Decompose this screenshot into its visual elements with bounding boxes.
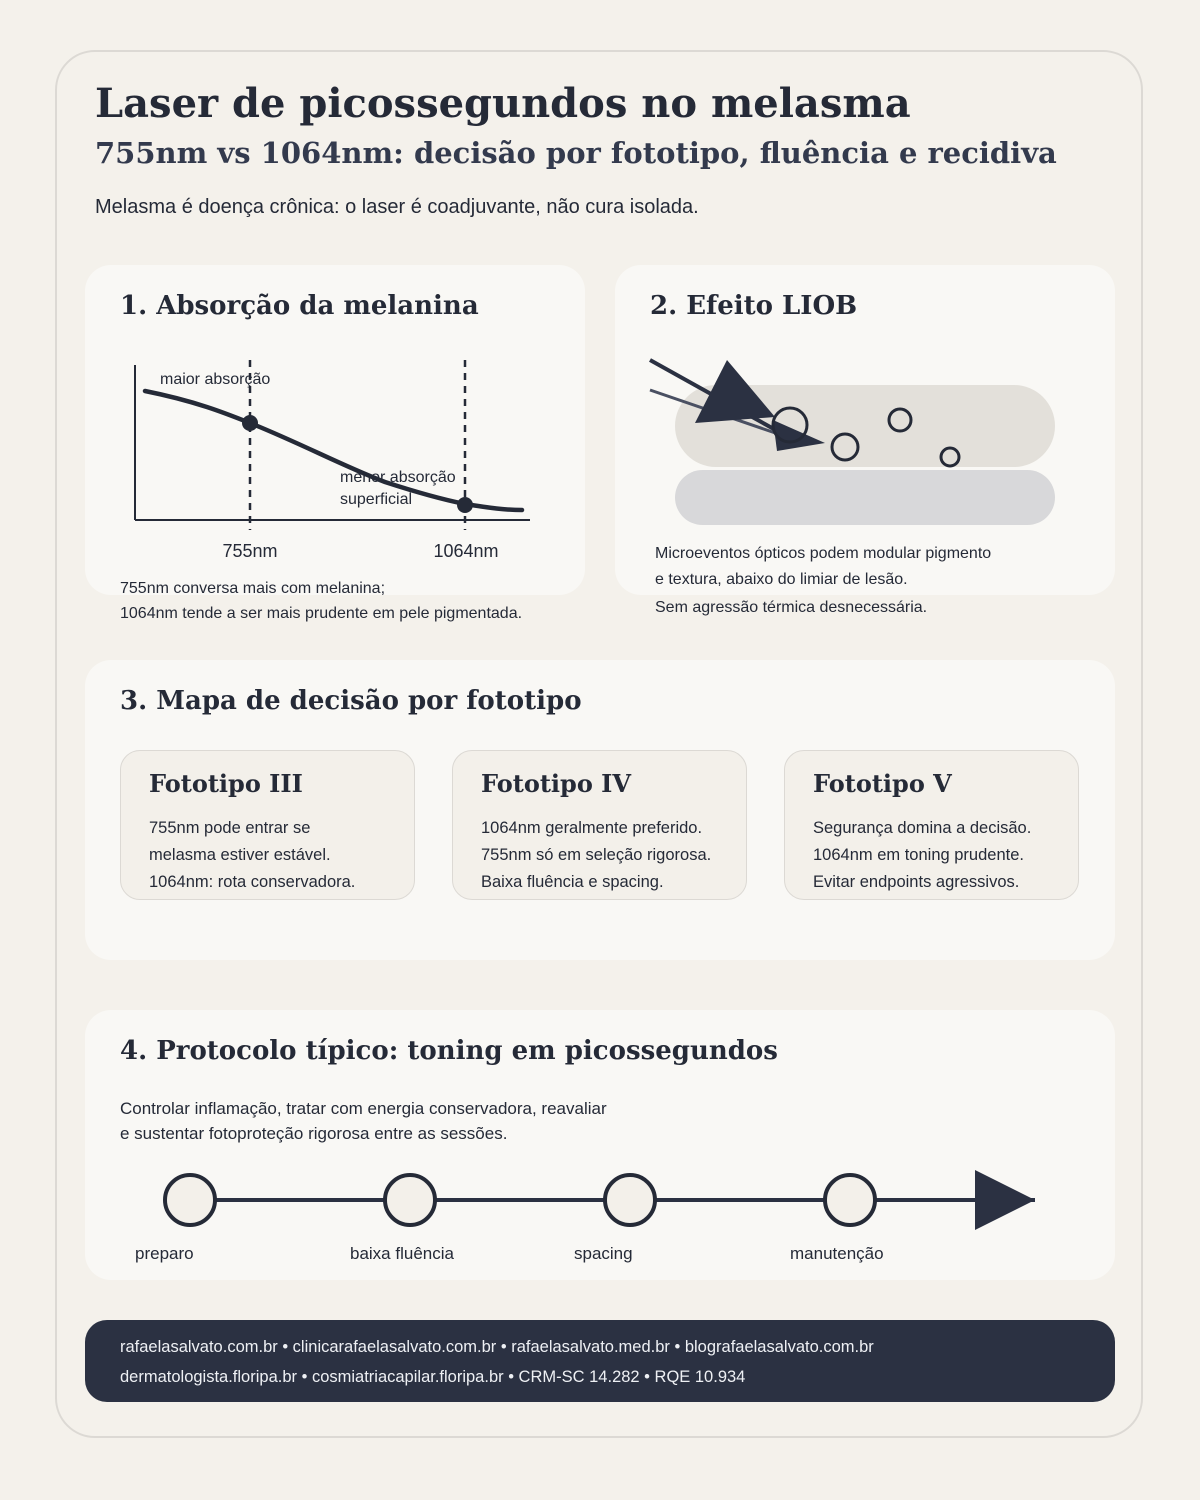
fototipo-iii-title: Fototipo III bbox=[149, 769, 303, 798]
decision-heading: 3. Mapa de decisão por fototipo bbox=[120, 686, 582, 716]
protocol-heading: 4. Protocolo típico: toning em picossegundos bbox=[120, 1036, 778, 1066]
footer-bar bbox=[85, 1320, 1115, 1402]
fototipo-iv-line: 1064nm geralmente preferido. bbox=[481, 819, 703, 837]
fototipo-v-line: Segurança domina a decisão. bbox=[813, 819, 1032, 837]
absorption-caption-2: 1064nm tende a ser mais prudente em pele pigmentada. bbox=[120, 605, 523, 622]
footer-links-line-2: dermatologista.floripa.br • cosmiatriacapilar.floripa.br • CRM-SC 14.282 • RQE 10.934 bbox=[120, 1368, 746, 1386]
liob-caption-3: Sem agressão térmica desnecessária. bbox=[655, 599, 928, 616]
protocol-text-2: e sustentar fotoproteção rigorosa entre as sessões. bbox=[120, 1124, 508, 1143]
fototipo-iv-line: Baixa fluência e spacing. bbox=[481, 873, 664, 891]
timeline-step-preparo bbox=[165, 1175, 215, 1225]
liob-diagram bbox=[615, 345, 1115, 535]
protocol-text-1: Controlar inflamação, tratar com energia conservadora, reavaliar bbox=[120, 1099, 607, 1118]
timeline-label-preparo: preparo bbox=[135, 1244, 194, 1263]
high-absorption-label: maior absorção bbox=[160, 371, 271, 388]
tick-label-755: 755nm bbox=[222, 541, 278, 561]
fototipo-iv-line: 755nm só em seleção rigorosa. bbox=[481, 846, 712, 864]
intro-text: Melasma é doença crônica: o laser é coadjuvante, não cura isolada. bbox=[95, 196, 699, 218]
fototipo-v-title: Fototipo V bbox=[813, 769, 952, 798]
fototipo-iv-card bbox=[452, 750, 747, 900]
fototipo-iii-line: melasma estiver estável. bbox=[149, 846, 331, 864]
page-title: Laser de picossegundos no melasma bbox=[95, 80, 911, 127]
liob-caption-1: Microeventos ópticos podem modular pigmento bbox=[655, 545, 992, 562]
timeline-step-spacing bbox=[605, 1175, 655, 1225]
page-subtitle: 755nm vs 1064nm: decisão por fototipo, fluência e recidiva bbox=[95, 136, 1057, 170]
fototipo-v-card bbox=[784, 750, 1079, 900]
timeline-arrow-head bbox=[975, 1170, 1035, 1230]
fototipo-v-line: Evitar endpoints agressivos. bbox=[813, 873, 1020, 891]
low-absorption-label-2: superficial bbox=[340, 491, 413, 508]
absorption-card bbox=[85, 265, 585, 595]
timeline-step-manutencao bbox=[825, 1175, 875, 1225]
point-755 bbox=[242, 415, 258, 431]
liob-heading: 2. Efeito LIOB bbox=[650, 291, 858, 321]
absorption-caption-1: 755nm conversa mais com melanina; bbox=[120, 580, 386, 597]
timeline-label-manutencao: manutenção bbox=[790, 1244, 884, 1263]
protocol-card bbox=[85, 1010, 1115, 1280]
timeline-label-spacing: spacing bbox=[574, 1244, 633, 1263]
fototipo-iii-line: 1064nm: rota conservadora. bbox=[149, 873, 356, 891]
fototipo-iii-card bbox=[120, 750, 415, 900]
fototipo-v-line: 1064nm em toning prudente. bbox=[813, 846, 1024, 864]
absorption-heading: 1. Absorção da melanina bbox=[120, 291, 479, 321]
tick-label-1064: 1064nm bbox=[433, 541, 499, 561]
absorption-curve-diagram bbox=[85, 345, 585, 575]
fototipo-iii-line: 755nm pode entrar se bbox=[149, 819, 311, 837]
timeline-label-baixa-fluencia: baixa fluência bbox=[350, 1244, 454, 1263]
decision-card bbox=[85, 660, 1115, 960]
liob-caption-2: e textura, abaixo do limiar de lesão. bbox=[655, 571, 908, 588]
low-absorption-label: menor absorção bbox=[340, 469, 456, 486]
fototipo-iv-title: Fototipo IV bbox=[481, 769, 632, 798]
protocol-timeline bbox=[85, 1150, 1115, 1280]
timeline-step-baixa-fluencia bbox=[385, 1175, 435, 1225]
footer-links-line-1: rafaelasalvato.com.br • clinicarafaelasalvato.com.br • rafaelasalvato.med.br • blografaelasalvato.com.br bbox=[120, 1338, 874, 1356]
point-1064 bbox=[457, 497, 473, 513]
dermis-layer bbox=[675, 470, 1055, 525]
